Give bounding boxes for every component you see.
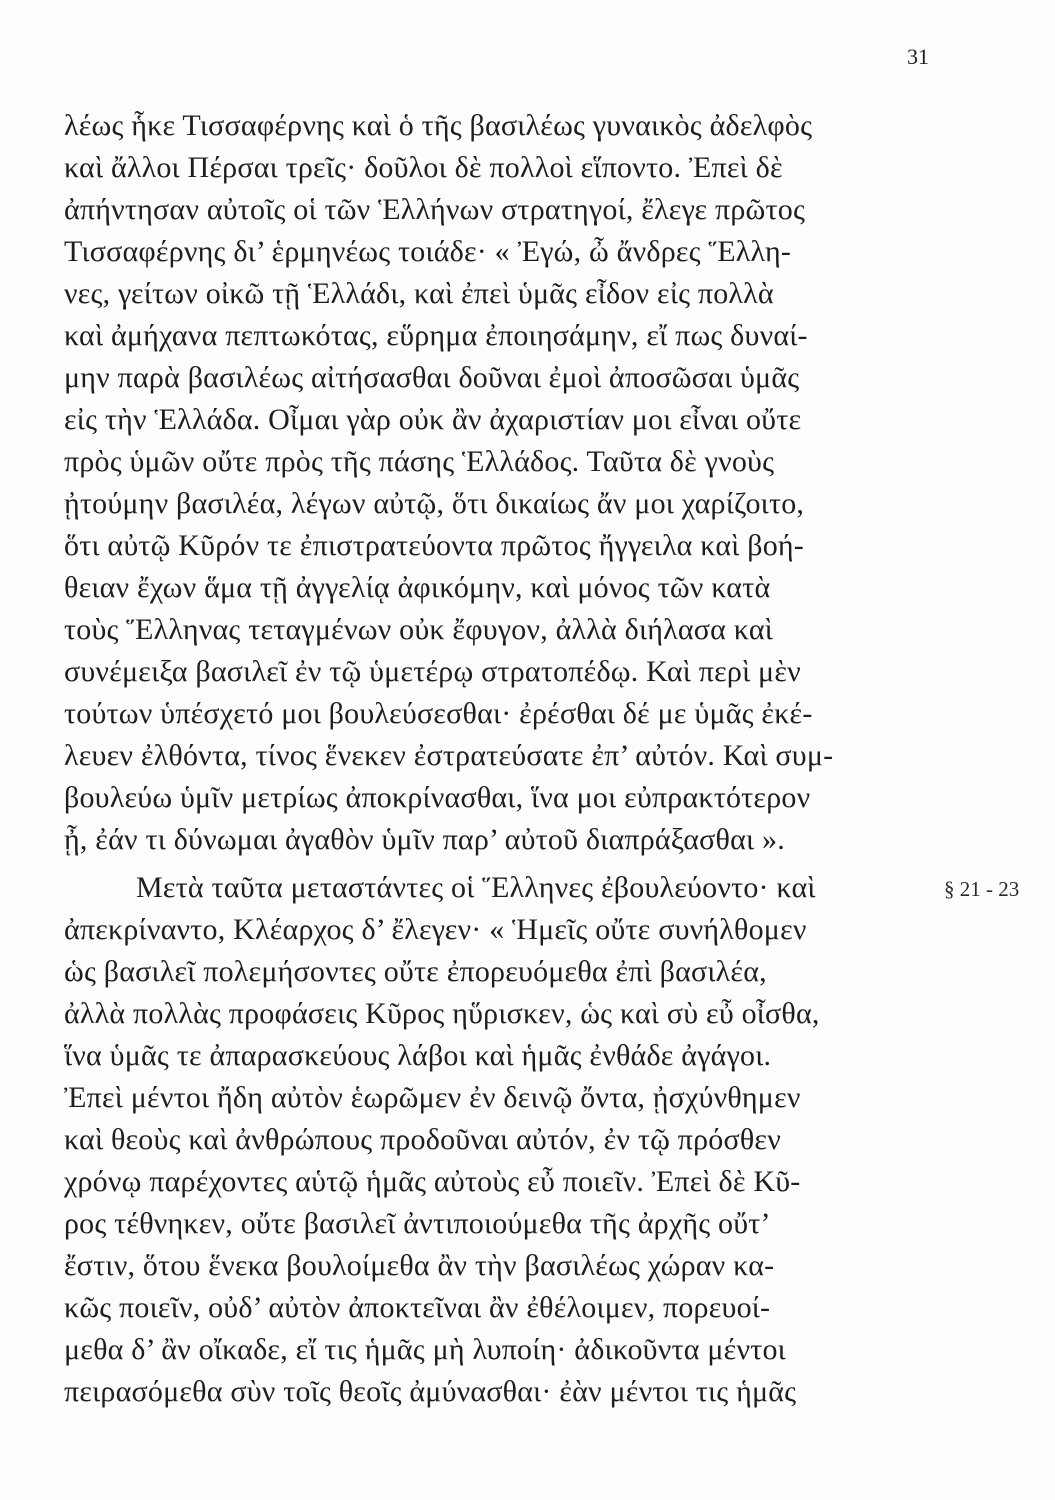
- text-line: λέως ἧκε Τισσαφέρνης καὶ ὁ τῆς βασιλέως γυναικὸς ἀδελφὸς: [64, 109, 813, 142]
- text-line: ὡς βασιλεῖ πολεμήσοντες οὔτε ἐπορευόμεθα ἐπὶ βασιλέα,: [64, 955, 767, 988]
- text-line: Τισσαφέρνης δι’ ἑρμηνέως τοιάδε· « Ἐγώ, ὦ ἄνδρες Ἕλλη-: [64, 235, 792, 268]
- text-line: τούτων ὑπέσχετό μοι βουλεύσεσθαι· ἐρέσθαι δέ με ὑμᾶς ἐκέ-: [64, 697, 813, 730]
- text-line: θειαν ἔχων ἅμα τῇ ἀγγελίᾳ ἀφικόμην, καὶ μόνος τῶν κατὰ: [64, 571, 771, 604]
- page-number: 31: [907, 44, 929, 69]
- text-line: ἀπήντησαν αὐτοῖς οἱ τῶν Ἑλλήνων στρατηγοί, ἔλεγε πρῶτος: [64, 193, 806, 226]
- text-line: Ἐπεὶ μέντοι ἤδη αὐτὸν ἑωρῶμεν ἐν δεινῷ ὄντα, ᾐσχύνθημεν: [64, 1081, 801, 1114]
- text-line: ὅτι αὐτῷ Κῦρόν τε ἐπιστρατεύοντα πρῶτος ἤγγειλα καὶ βοή-: [64, 529, 804, 562]
- text-line: ἀλλὰ πολλὰς προφάσεις Κῦρος ηὕρισκεν, ὡς καὶ σὺ εὖ οἶσθα,: [64, 997, 820, 1030]
- text-line: καὶ ἀμήχανα πεπτωκότας, εὕρημα ἐποιησάμην, εἴ πως δυναί-: [64, 319, 808, 352]
- text-line: χρόνῳ παρέχοντες αὑτῷ ἡμᾶς αὐτοὺς εὖ ποιεῖν. Ἐπεὶ δὲ Κῦ-: [64, 1165, 801, 1198]
- text-line: πρὸς ὑμῶν οὔτε πρὸς τῆς πάσης Ἑλλάδος. Ταῦτα δὲ γνοὺς: [64, 445, 775, 478]
- text-line: ρος τέθνηκεν, οὔτε βασιλεῖ ἀντιποιούμεθα τῆς ἀρχῆς οὔτ’: [64, 1207, 771, 1240]
- text-line: πειρασόμεθα σὺν τοῖς θεοῖς ἀμύνασθαι· ἐὰν μέντοι τις ἡμᾶς: [64, 1375, 797, 1408]
- text-line: εἰς τὴν Ἑλλάδα. Οἶμαι γὰρ οὐκ ἂν ἀχαριστίαν μοι εἶναι οὔτε: [64, 403, 802, 436]
- text-line: λευεν ἐλθόντα, τίνος ἕνεκεν ἐστρατεύσατε ἐπ’ αὐτόν. Καὶ συμ-: [64, 739, 834, 772]
- text-line: τοὺς Ἕλληνας τεταγμένων οὐκ ἔφυγον, ἀλλὰ διήλασα καὶ: [64, 613, 774, 646]
- text-line: ᾐτούμην βασιλέα, λέγων αὐτῷ, ὅτι δικαίως ἄν μοι χαρίζοιτο,: [64, 487, 805, 520]
- text-line: ἔστιν, ὅτου ἕνεκα βουλοίμεθα ἂν τὴν βασιλέως χώραν κα-: [64, 1249, 775, 1282]
- text-line: συνέμειξα βασιλεῖ ἐν τῷ ὑμετέρῳ στρατοπέδῳ. Καὶ περὶ μὲν: [64, 655, 801, 688]
- section-reference: § 21 - 23: [944, 877, 1020, 901]
- paragraph-start-line: Μετὰ ταῦτα μεταστάντες οἱ Ἕλληνες ἐβουλεύοντο· καὶ: [136, 871, 816, 904]
- text-line: ἀπεκρίναντο, Κλέαρχος δ’ ἔλεγεν· « Ἡμεῖς οὔτε συνήλθομεν: [64, 913, 807, 946]
- text-line: ἵνα ὑμᾶς τε ἀπαρασκεύους λάβοι καὶ ἡμᾶς ἐνθάδε ἀγάγοι.: [64, 1039, 772, 1072]
- text-line: καὶ ἄλλοι Πέρσαι τρεῖς· δοῦλοι δὲ πολλοὶ εἵποντο. Ἐπεὶ δὲ: [64, 151, 783, 184]
- text-line: μεθα δ’ ἂν οἴκαδε, εἴ τις ἡμᾶς μὴ λυποίη· ἀδικοῦντα μέντοι: [64, 1333, 786, 1366]
- text-line: βουλεύω ὑμῖν μετρίως ἀποκρίνασθαι, ἵνα μοι εὐπρακτότερον: [64, 781, 811, 814]
- text-line: καὶ θεοὺς καὶ ἀνθρώπους προδοῦναι αὐτόν, ἐν τῷ πρόσθεν: [64, 1123, 781, 1156]
- text-line: ᾖ, ἐάν τι δύνωμαι ἀγαθὸν ὑμῖν παρ’ αὐτοῦ διαπράξασθαι ».: [64, 823, 785, 856]
- text-line: κῶς ποιεῖν, οὐδ’ αὐτὸν ἀποκτεῖναι ἂν ἐθέλοιμεν, πορευοί-: [64, 1291, 771, 1324]
- text-line: νες, γείτων οἰκῶ τῇ Ἑλλάδι, καὶ ἐπεὶ ὑμᾶς εἶδον εἰς πολλὰ: [64, 277, 774, 310]
- text-line: μην παρὰ βασιλέως αἰτήσασθαι δοῦναι ἐμοὶ ἀποσῶσαι ὑμᾶς: [64, 361, 800, 394]
